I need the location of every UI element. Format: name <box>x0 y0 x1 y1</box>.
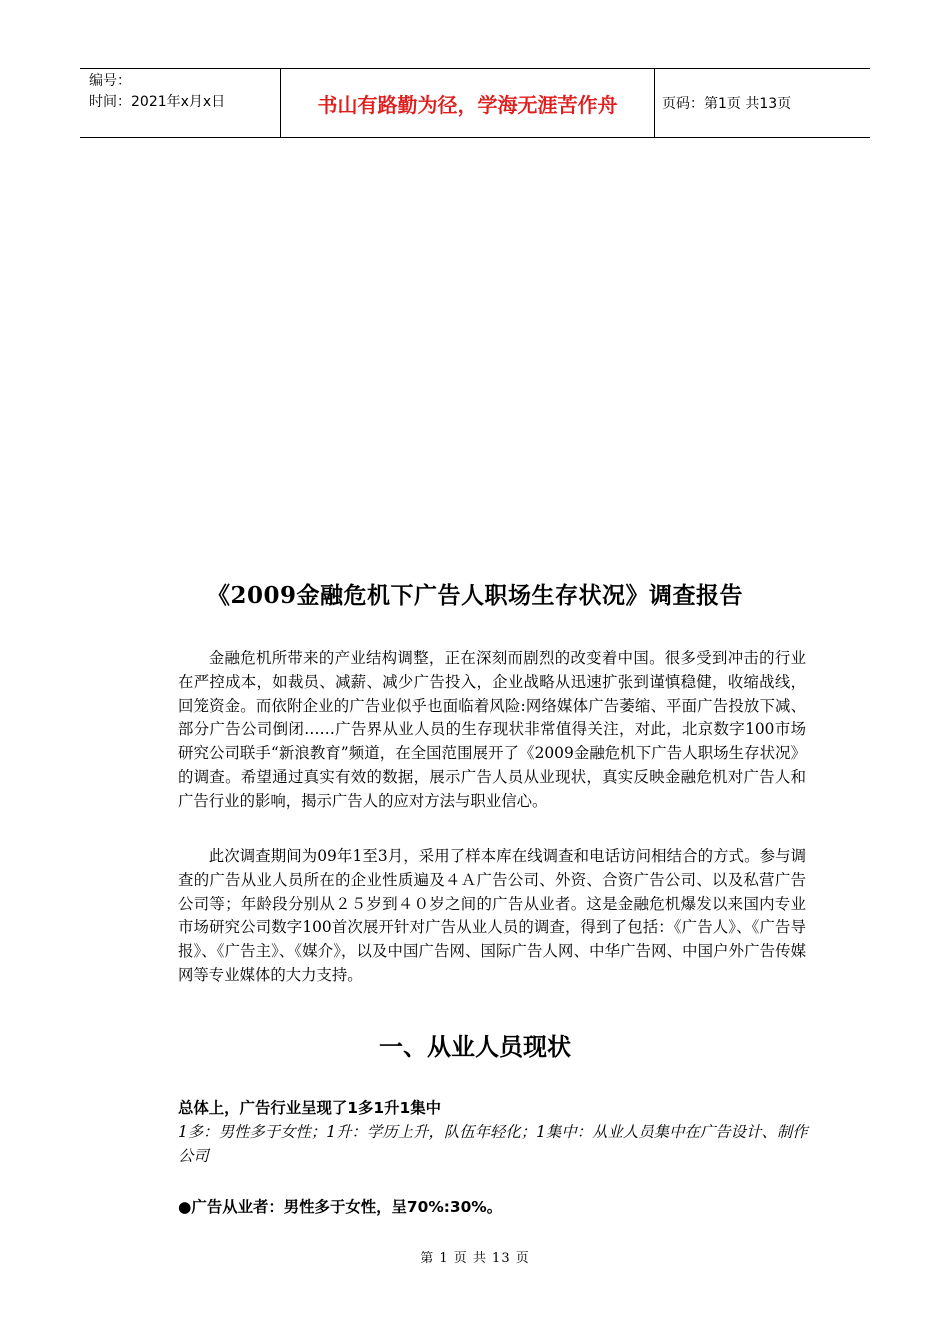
time-label: 时间：2021年x月x日 <box>89 94 226 110</box>
intro-paragraph: 金融危机所带来的产业结构调整，正在深刻而剧烈的改变着中国。很多受到冲击的行业在严控成本，如裁员、减薪、减少广告投入，企业战略从迅速扩张到谨慎稳健，收缩战线，回笼资金。而依附企业的广告业似乎也面临着风险:网络媒体广告萎缩、平面广告投放下减、部分广告公司倒闭……广告界从业人员的生存现状非常值得关注，对此，北京数字100市场研究公司联手“新浪教育”频道，在全国范围展开了《2009金融危机下广告人职场生存状况》的调查。希望通过真实有效的数据，展示广告人员从业现状，真实反映金融危机对广告人和广告行业的影响，揭示广告人的应对方法与职业信心。 <box>178 649 806 810</box>
method-paragraph: 此次调查期间为09年1至3月，采用了样本库在线调查和电话访问相结合的方式。参与调查的广告从业人员所在的企业性质遍及４Ａ广告公司、外资、合资广告公司、以及私营广告公司等；年龄段分别从２５岁到４０岁之间的广告从业者。这是金融危机爆发以来国内专业市场研究公司数字100首次展开针对广告从业人员的调查，得到了包括：《广告人》、《广告导报》、《广告主》、《媒介》，以及中国广告网、国际广告人网、中华广告网、中国户外广告传媒网等专业媒体的大力支持。 <box>178 847 806 984</box>
document-title: 《2009金融危机下广告人职场生存状况》调查报告 <box>206 582 743 609</box>
page-footer: 第 1 页 共 13 页 <box>420 1251 530 1266</box>
summary-heading: 总体上，广告行业呈现了1多1升1集中 <box>178 1099 441 1117</box>
header-motto: 书山有路勤为径，学海无涯苦作舟 <box>281 69 655 137</box>
document-header <box>80 68 870 138</box>
header-page-info: 页码：第1页 共13页 <box>662 96 792 112</box>
section-heading: 一、从业人员现状 <box>379 1033 571 1061</box>
number-label: 编号： <box>89 73 131 89</box>
bullet-point: ●广告从业者：男性多于女性，呈70%:30%。 <box>178 1198 503 1216</box>
summary-detail: 1多：男性多于女性；1升：学历上升，队伍年轻化；1集中：从业人员集中在广告设计、制作公司 <box>178 1123 808 1165</box>
header-meta <box>80 69 281 137</box>
